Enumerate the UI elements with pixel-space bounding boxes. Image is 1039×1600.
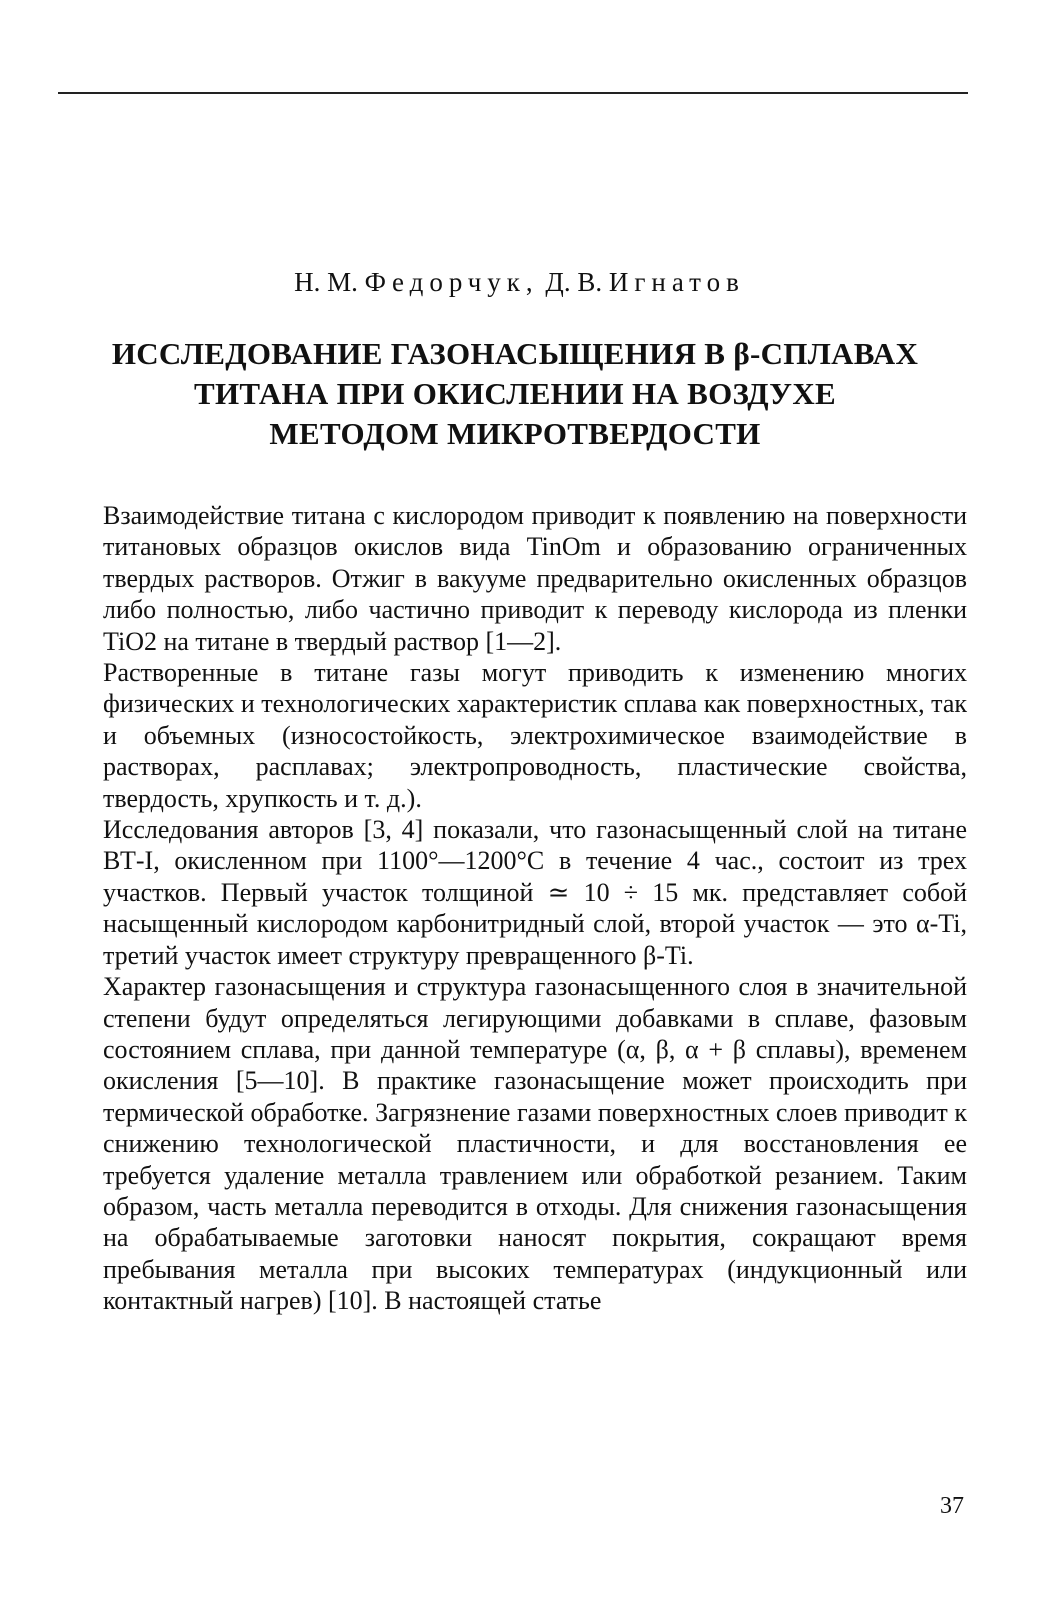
authors-mid: Д. В. xyxy=(538,267,609,297)
title-line-1: ИССЛЕДОВАНИЕ ГАЗОНАСЫЩЕНИЯ В β-СПЛАВАХ xyxy=(111,336,919,371)
page-number: 37 xyxy=(940,1493,964,1519)
article-title xyxy=(60,334,970,454)
author-1-surname: Федорчук, xyxy=(364,267,539,297)
author-2-surname: Игнатов xyxy=(608,267,745,297)
title-line-3: МЕТОДОМ МИКРОТВЕРДОСТИ xyxy=(269,416,761,451)
paragraph-3: Исследования авторов [3, 4] показали, что газонасыщенный слой на титане ВТ-I, окисленном при 1100°—1200°С в течение 4 час., состоит из трех участков. Первый участок толщиной ≃ 10 ÷ 15 мк. представляет собой насыщенный кислородом карбонитридный слой, второй участок — это α-Ti, третий участок имеет структуру превращенного β-Ti. xyxy=(103,815,967,970)
authors-line xyxy=(0,266,1039,298)
paragraph-1: Взаимодействие титана с кислородом приводит к появлению на поверхности титановых образцов окислов вида TinOm и образованию ограниченных твердых растворов. Отжиг в вакууме предварительно окисленных образцов либо полностью, либо частично приводит к переводу кислорода из пленки TiO2 на титане в твердый раствор [1—2]. xyxy=(103,501,967,656)
top-rule xyxy=(58,92,968,94)
paragraph-2: Растворенные в титане газы могут приводить к изменению многих физических и технологических характеристик сплава как поверхностных, так и объемных (износостойкость, электрохимическое взаимодействие в растворах, расплавах; электропроводность, пластические свойства, твердость, хрупкость и т. д.). xyxy=(103,658,967,813)
authors-prefix: Н. М. xyxy=(294,267,365,297)
paragraph-4: Характер газонасыщения и структура газонасыщенного слоя в значительной степени будут определяться легирующими добавками в сплаве, фазовым состоянием сплава, при данной температуре (α, β, α + β сплавы), временем окисления [5—10]. В практике газонасыщение может происходить при термической обработке. Загрязнение газами поверхностных слоев приводит к снижению технологической пластичности, и для восстановления ее требуется удаление металла травлением или обработкой резанием. Таким образом, часть металла переводится в отходы. Для снижения газонасыщения на обрабатываемые заготовки наносят покрытия, сокращают время пребывания металла при высоких температурах (индукционный или контактный нагрев) [10]. В настоящей статье xyxy=(103,972,967,1316)
title-line-2: ТИТАНА ПРИ ОКИСЛЕНИИ НА ВОЗДУХЕ xyxy=(194,376,836,411)
article-body xyxy=(103,500,967,1317)
